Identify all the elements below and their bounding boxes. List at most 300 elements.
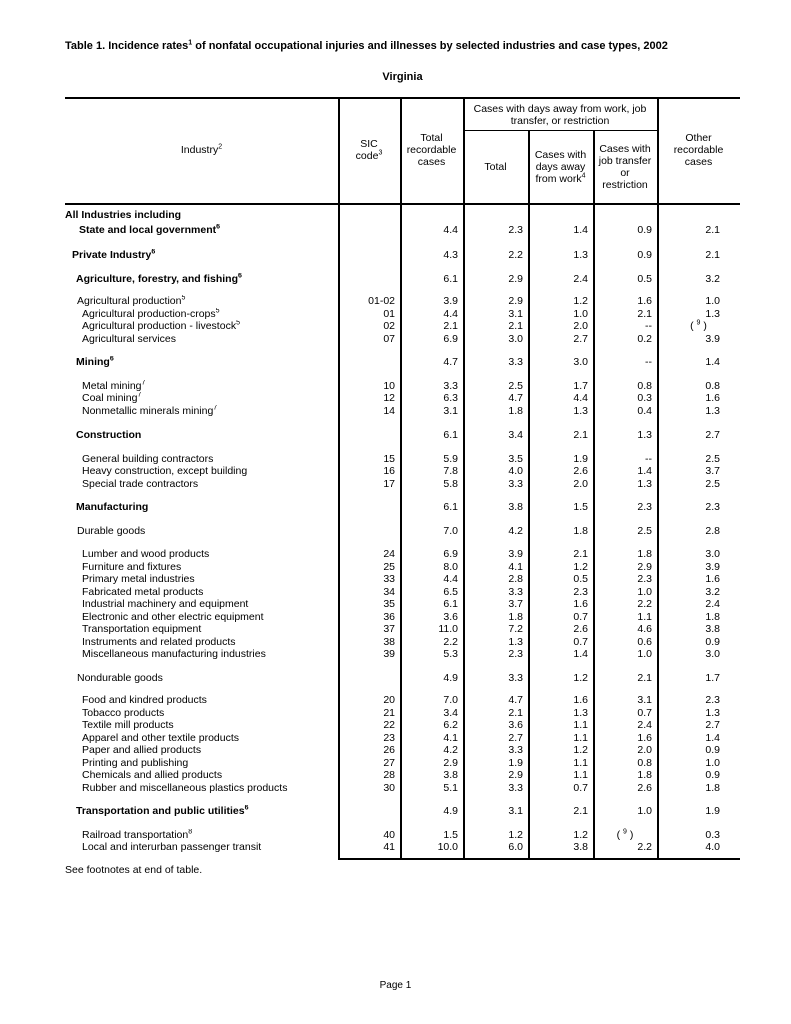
value-cell: 2.9 xyxy=(508,272,523,285)
industry-cell: Primary metal industries xyxy=(82,573,195,585)
value-cell: 2.0 xyxy=(573,477,588,490)
value-cell: 7.2 xyxy=(508,623,523,635)
header-total-recordable: Total recordable cases xyxy=(406,132,457,168)
industry-cell: Private Industry$^6$ xyxy=(72,249,156,261)
value-cell: 6.1 xyxy=(443,272,458,285)
table-row xyxy=(65,295,740,308)
industry-cell: Construction xyxy=(76,429,142,441)
sic-cell: 07 xyxy=(383,332,395,345)
sic-cell: 14 xyxy=(383,404,395,417)
sic-cell xyxy=(338,249,400,262)
sic-cell: 16 xyxy=(383,465,395,477)
value-cell: 8.0 xyxy=(443,560,458,573)
value-cell: 3.2 xyxy=(705,585,720,598)
table-border xyxy=(657,97,659,860)
value-cell: 0.8 xyxy=(637,756,652,769)
value-cell: 1.0 xyxy=(705,295,720,307)
value-cell: 3.1 xyxy=(637,694,652,706)
table-header xyxy=(65,97,740,205)
table-row xyxy=(65,333,740,346)
table-body xyxy=(65,205,740,860)
industry-cell: Textile mill products xyxy=(82,719,174,731)
value-cell: 0.6 xyxy=(637,635,652,648)
value-cell: 1.7 xyxy=(705,671,720,684)
value-cell: 1.6 xyxy=(637,731,652,744)
sic-cell: 30 xyxy=(383,781,395,794)
sic-cell xyxy=(338,209,400,222)
header-other-recordable: Other recordable cases xyxy=(673,132,724,168)
industry-cell: Printing and publishing xyxy=(82,756,189,769)
value-cell: 2.4 xyxy=(705,598,720,610)
table-border xyxy=(463,130,657,131)
value-cell: 5.9 xyxy=(443,452,458,465)
table-row xyxy=(65,636,740,649)
industry-cell: Manufacturing xyxy=(76,501,149,513)
value-cell: 2.8 xyxy=(508,573,523,585)
industry-cell: Agricultural services xyxy=(82,332,176,345)
value-cell: 2.3 xyxy=(573,585,588,598)
industry-cell: Metal mining$^7$ xyxy=(82,379,146,392)
value-cell: 1.2 xyxy=(573,295,588,307)
value-cell: 1.9 xyxy=(705,805,720,817)
value-cell: 1.8 xyxy=(508,610,523,623)
sic-cell xyxy=(338,429,400,442)
value-cell: 2.2 xyxy=(508,249,523,261)
table-row xyxy=(65,672,740,685)
value-cell: 1.0 xyxy=(705,756,720,769)
value-cell: 6.5 xyxy=(443,585,458,598)
value-cell: 1.8 xyxy=(637,548,652,560)
value-cell: 5.3 xyxy=(443,648,458,660)
value-cell: 11.0 xyxy=(438,623,458,635)
value-cell: 2.6 xyxy=(573,465,588,477)
value-cell: 2.5 xyxy=(508,379,523,392)
value-cell: 2.4 xyxy=(637,719,652,731)
value-cell: 1.3 xyxy=(705,706,720,719)
title-footnote-sup: 1 xyxy=(188,39,193,47)
value-cell: 1.9 xyxy=(573,452,588,465)
sic-cell: 21 xyxy=(383,706,395,719)
value-cell: 0.9 xyxy=(705,769,720,781)
value-cell: 1.2 xyxy=(573,560,588,573)
sic-cell: 33 xyxy=(383,573,395,585)
value-cell: 1.5 xyxy=(573,501,588,513)
table-row xyxy=(65,273,740,286)
value-cell: 4.7 xyxy=(508,694,523,706)
sic-cell xyxy=(338,224,400,237)
value-cell: 1.3 xyxy=(573,404,588,417)
industry-cell: Agriculture, forestry, and fishing$^6$ xyxy=(76,272,242,285)
value-cell: 3.8 xyxy=(508,501,523,513)
industry-cell: Mining$^6$ xyxy=(76,356,114,368)
value-cell: ( $^9$ ) xyxy=(616,828,634,841)
value-cell: 4.0 xyxy=(705,841,720,853)
table-border xyxy=(338,858,740,860)
industry-cell: Instruments and related products xyxy=(82,635,236,648)
industry-cell: Rubber and miscellaneous plastics products xyxy=(82,781,288,794)
value-cell: 3.9 xyxy=(705,560,720,573)
value-cell: 0.3 xyxy=(705,828,720,841)
incidence-rates-table xyxy=(65,97,740,860)
table-title: Table 1. Incidence rates$^1$ of nonfatal occupational injuries and illnesses by selected industries and case types, 2002 xyxy=(65,39,668,52)
header-dart-group: Cases with days away from work, job transfer, or restriction xyxy=(473,102,647,127)
table-row xyxy=(65,405,740,418)
industry-cell: Heavy construction, except building xyxy=(82,465,248,477)
value-cell: 0.5 xyxy=(573,573,588,585)
industry-cell: Transportation and public utilities$^6$ xyxy=(76,805,249,817)
value-cell: 2.4 xyxy=(573,272,588,285)
table-row xyxy=(65,719,740,732)
sic-cell xyxy=(338,501,400,514)
value-cell: 2.7 xyxy=(705,429,720,441)
table-row xyxy=(65,732,740,745)
table-row xyxy=(65,429,740,442)
value-cell xyxy=(528,209,593,222)
value-cell: 0.9 xyxy=(637,223,652,236)
value-cell: 3.6 xyxy=(508,719,523,731)
industry-cell: Food and kindred products xyxy=(82,694,207,706)
value-cell: 3.3 xyxy=(443,379,458,392)
value-cell: 0.4 xyxy=(637,404,652,417)
sic-cell: 35 xyxy=(383,598,395,610)
value-cell: 3.3 xyxy=(508,744,523,756)
sic-cell: 10 xyxy=(383,379,395,392)
value-cell: 3.1 xyxy=(508,805,523,817)
industry-cell: Agricultural production - livestock$^5$ xyxy=(82,320,240,332)
value-cell: 1.3 xyxy=(637,477,652,490)
value-cell: 2.1 xyxy=(637,307,652,320)
value-cell: 3.3 xyxy=(508,671,523,684)
value-cell: 1.8 xyxy=(508,404,523,417)
table-row xyxy=(65,548,740,561)
value-cell: 1.7 xyxy=(573,379,588,392)
value-cell: 3.7 xyxy=(705,465,720,477)
value-cell: 1.3 xyxy=(573,706,588,719)
value-cell: 3.0 xyxy=(573,356,588,368)
value-cell: 1.4 xyxy=(637,465,652,477)
value-cell: 0.7 xyxy=(637,706,652,719)
header-dart-total: Total xyxy=(484,160,507,173)
sic-cell: 20 xyxy=(383,694,395,706)
value-cell: 2.5 xyxy=(705,477,720,490)
value-cell: 1.6 xyxy=(573,694,588,706)
value-cell: 3.3 xyxy=(508,477,523,490)
value-cell: 2.1 xyxy=(443,320,458,332)
industry-cell: Railroad transportation$^8$ xyxy=(82,828,193,841)
table-row xyxy=(65,224,740,237)
table-row xyxy=(65,648,740,661)
sic-cell: 34 xyxy=(383,585,395,598)
sic-cell xyxy=(338,525,400,538)
value-cell: 1.1 xyxy=(573,719,588,731)
value-cell: 3.9 xyxy=(443,295,458,307)
value-cell: 2.1 xyxy=(573,548,588,560)
value-cell: 3.8 xyxy=(705,623,720,635)
value-cell: 0.8 xyxy=(705,379,720,392)
value-cell: 6.1 xyxy=(443,598,458,610)
value-cell: 4.2 xyxy=(443,744,458,756)
value-cell: 1.3 xyxy=(508,635,523,648)
sic-cell: 15 xyxy=(383,452,395,465)
value-cell: 0.8 xyxy=(637,379,652,392)
value-cell: 7.0 xyxy=(443,694,458,706)
header-job-transfer: Cases with job transfer or restriction xyxy=(598,142,652,191)
value-cell: 2.9 xyxy=(443,756,458,769)
table-row xyxy=(65,782,740,795)
value-cell: 3.9 xyxy=(705,332,720,345)
table-row xyxy=(65,209,740,222)
table-row xyxy=(65,380,740,393)
sic-cell: 24 xyxy=(383,548,395,560)
value-cell: 2.3 xyxy=(508,648,523,660)
industry-cell: Agricultural production$^5$ xyxy=(77,295,186,307)
sic-cell xyxy=(338,273,400,286)
industry-cell: Electronic and other electric equipment xyxy=(82,610,264,623)
value-cell: 1.8 xyxy=(705,610,720,623)
industry-cell: Local and interurban passenger transit xyxy=(82,841,262,853)
value-cell: 2.7 xyxy=(573,332,588,345)
sic-cell: 01-02 xyxy=(368,295,395,307)
value-cell: 2.1 xyxy=(573,429,588,441)
value-cell: 1.4 xyxy=(705,731,720,744)
value-cell: 3.9 xyxy=(508,548,523,560)
table-row xyxy=(65,356,740,369)
page-number: Page 1 xyxy=(379,980,412,991)
sic-cell: 38 xyxy=(383,635,395,648)
value-cell: 1.8 xyxy=(637,769,652,781)
value-cell: 2.3 xyxy=(705,694,720,706)
sic-cell: 28 xyxy=(383,769,395,781)
value-cell: 2.5 xyxy=(705,452,720,465)
value-cell: 2.7 xyxy=(508,731,523,744)
value-cell: 7.0 xyxy=(443,524,458,537)
value-cell: 0.7 xyxy=(573,635,588,648)
value-cell: 1.6 xyxy=(705,573,720,585)
industry-cell: Special trade contractors xyxy=(82,477,199,490)
sic-cell: 41 xyxy=(383,841,395,853)
value-cell: 0.9 xyxy=(705,744,720,756)
value-cell: 2.9 xyxy=(508,295,523,307)
value-cell: 1.4 xyxy=(573,223,588,236)
value-cell: 6.9 xyxy=(443,548,458,560)
value-cell: 2.7 xyxy=(705,719,720,731)
table-row xyxy=(65,623,740,636)
value-cell: 1.2 xyxy=(508,828,523,841)
table-row xyxy=(65,744,740,757)
table-row xyxy=(65,707,740,720)
value-cell: 3.3 xyxy=(508,356,523,368)
value-cell: 3.2 xyxy=(705,272,720,285)
industry-cell: Paper and allied products xyxy=(82,744,202,756)
table-row xyxy=(65,525,740,538)
value-cell: 4.0 xyxy=(508,465,523,477)
value-cell: 2.3 xyxy=(637,573,652,585)
value-cell: 5.1 xyxy=(443,781,458,794)
value-cell: 1.1 xyxy=(573,769,588,781)
value-cell: 0.7 xyxy=(573,781,588,794)
value-cell: 1.4 xyxy=(705,356,720,368)
value-cell xyxy=(463,209,528,222)
value-cell: 6.0 xyxy=(508,841,523,853)
value-cell: 0.7 xyxy=(573,610,588,623)
table-subtitle: Virginia xyxy=(382,71,423,83)
value-cell: 0.9 xyxy=(637,249,652,261)
value-cell xyxy=(593,209,657,222)
value-cell: 3.4 xyxy=(443,706,458,719)
sic-cell: 12 xyxy=(383,392,395,404)
value-cell: 3.0 xyxy=(705,548,720,560)
value-cell: 2.9 xyxy=(637,560,652,573)
table-border xyxy=(463,97,465,860)
value-cell: 1.2 xyxy=(573,744,588,756)
value-cell: 1.0 xyxy=(637,648,652,660)
table-border xyxy=(400,97,402,860)
value-cell: 2.0 xyxy=(637,744,652,756)
value-cell: 1.5 xyxy=(443,828,458,841)
sic-cell: 37 xyxy=(383,623,395,635)
value-cell: 1.0 xyxy=(637,805,652,817)
value-cell: 3.0 xyxy=(508,332,523,345)
value-cell xyxy=(657,209,740,222)
industry-cell: Miscellaneous manufacturing industries xyxy=(82,648,266,660)
table-row xyxy=(65,249,740,262)
value-cell: 2.1 xyxy=(508,320,523,332)
value-cell: 1.6 xyxy=(573,598,588,610)
value-cell: ( $^9$ ) xyxy=(690,319,707,332)
value-cell: 1.6 xyxy=(637,295,652,307)
value-cell: 4.9 xyxy=(443,805,458,817)
value-cell: 0.9 xyxy=(705,635,720,648)
value-cell: 4.4 xyxy=(443,573,458,585)
sic-cell: 02 xyxy=(383,320,395,332)
table-row xyxy=(65,829,740,842)
value-cell: 6.1 xyxy=(443,501,458,513)
header-days-away: Cases with days away from work$^4$ xyxy=(534,148,587,185)
table-row xyxy=(65,561,740,574)
value-cell: 1.4 xyxy=(573,648,588,660)
table-row xyxy=(65,392,740,405)
table-row xyxy=(65,501,740,514)
industry-cell: Nondurable goods xyxy=(77,671,163,684)
table-row xyxy=(65,841,740,854)
value-cell: 2.1 xyxy=(705,223,720,236)
value-cell: 1.8 xyxy=(705,781,720,794)
table-row xyxy=(65,320,740,333)
value-cell: 3.0 xyxy=(705,648,720,660)
sic-cell: 25 xyxy=(383,560,395,573)
value-cell: 4.4 xyxy=(443,307,458,320)
value-cell: 4.7 xyxy=(443,356,458,368)
sic-cell: 01 xyxy=(383,307,395,320)
value-cell: 2.5 xyxy=(637,524,652,537)
value-cell: 6.9 xyxy=(443,332,458,345)
value-cell: 1.3 xyxy=(637,429,652,441)
value-cell: 4.7 xyxy=(508,392,523,404)
sic-cell: 40 xyxy=(383,828,395,841)
value-cell: 2.2 xyxy=(443,635,458,648)
value-cell: 1.6 xyxy=(705,392,720,404)
industry-cell: All Industries including xyxy=(65,209,182,221)
value-cell: 4.4 xyxy=(573,392,588,404)
table-row xyxy=(65,478,740,491)
sic-cell: 22 xyxy=(383,719,395,731)
sic-cell: 39 xyxy=(383,648,395,660)
value-cell: 2.2 xyxy=(637,598,652,610)
table-row xyxy=(65,611,740,624)
value-cell: 2.3 xyxy=(637,501,652,513)
value-cell: 0.2 xyxy=(637,332,652,345)
value-cell: 2.1 xyxy=(637,671,652,684)
sic-cell xyxy=(338,672,400,685)
industry-cell: Tobacco products xyxy=(82,706,165,719)
industry-cell: Durable goods xyxy=(77,524,146,537)
value-cell: 6.2 xyxy=(443,719,458,731)
header-industry: Industry$^2$ xyxy=(180,143,223,156)
value-cell: 0.5 xyxy=(637,272,652,285)
value-cell: 2.1 xyxy=(705,249,720,261)
value-cell: 2.1 xyxy=(508,706,523,719)
table-row xyxy=(65,465,740,478)
value-cell: 3.3 xyxy=(508,585,523,598)
sic-cell: 27 xyxy=(383,756,395,769)
value-cell: 4.1 xyxy=(508,560,523,573)
sic-cell: 36 xyxy=(383,610,395,623)
value-cell: 2.0 xyxy=(573,320,588,332)
industry-cell: Lumber and wood products xyxy=(82,548,210,560)
table-row xyxy=(65,573,740,586)
industry-cell: Industrial machinery and equipment xyxy=(82,598,249,610)
table-row xyxy=(65,453,740,466)
table-border xyxy=(593,130,595,860)
industry-cell: Nonmetallic minerals mining$^7$ xyxy=(82,404,218,417)
table-row xyxy=(65,586,740,599)
table-border xyxy=(65,203,740,205)
industry-cell: General building contractors xyxy=(82,452,214,465)
table-border xyxy=(528,130,530,860)
industry-cell: Agricultural production-crops$^5$ xyxy=(82,307,220,320)
value-cell: 1.1 xyxy=(573,731,588,744)
see-footnotes-note: See footnotes at end of table. xyxy=(65,864,203,876)
value-cell: 2.9 xyxy=(508,769,523,781)
value-cell: 10.0 xyxy=(437,841,458,853)
value-cell: 1.2 xyxy=(573,828,588,841)
value-cell: 1.0 xyxy=(573,307,588,320)
value-cell: 1.9 xyxy=(508,756,523,769)
value-cell: 3.6 xyxy=(443,610,458,623)
value-cell: 2.1 xyxy=(573,805,588,817)
value-cell: 4.3 xyxy=(443,249,458,261)
value-cell: 4.2 xyxy=(508,524,523,537)
value-cell: 2.3 xyxy=(508,223,523,236)
table-row xyxy=(65,757,740,770)
value-cell: 3.4 xyxy=(508,429,523,441)
value-cell: 3.1 xyxy=(508,307,523,320)
industry-cell: Apparel and other textile products xyxy=(82,731,240,744)
value-cell: 2.3 xyxy=(705,501,720,513)
industry-cell: Coal mining$^7$ xyxy=(82,392,142,404)
value-cell: 5.8 xyxy=(443,477,458,490)
value-cell: 6.1 xyxy=(443,429,458,441)
table-border xyxy=(338,97,340,860)
table-row xyxy=(65,694,740,707)
value-cell: 3.8 xyxy=(573,841,588,853)
industry-cell: Chemicals and allied products xyxy=(82,769,223,781)
value-cell: 4.6 xyxy=(637,623,652,635)
table-row xyxy=(65,805,740,818)
industry-cell: Fabricated metal products xyxy=(82,585,204,598)
value-cell: 2.8 xyxy=(705,524,720,537)
value-cell xyxy=(400,209,463,222)
